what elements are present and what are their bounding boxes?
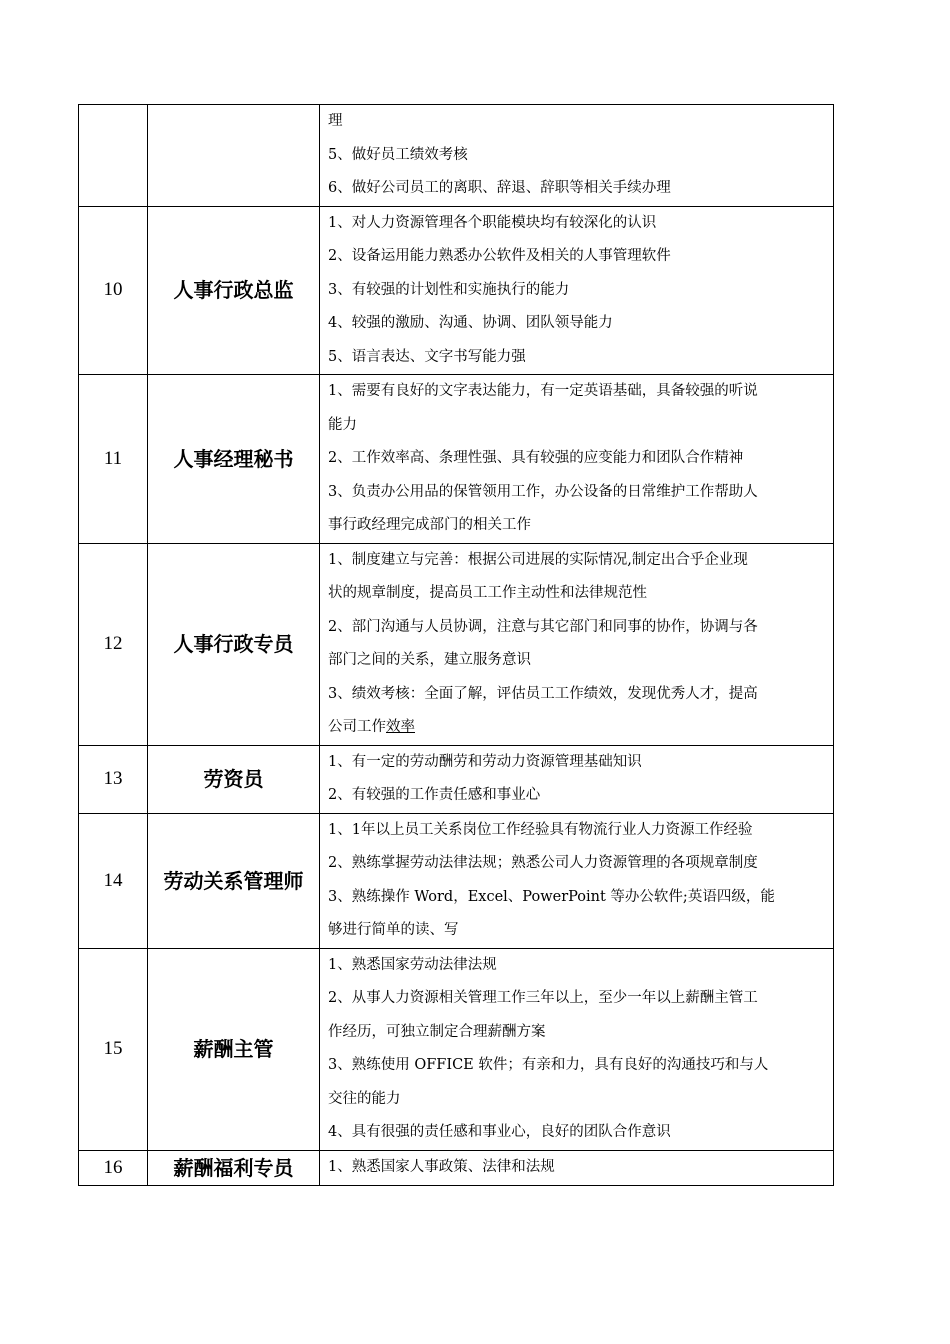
requirement-line: 1、有一定的劳动酬劳和劳动力资源管理基础知识 (328, 753, 642, 770)
requirements-cell (320, 948, 834, 1150)
job-requirements-table (78, 104, 834, 1186)
requirement-line: 作经历，可独立制定合理薪酬方案 (328, 1023, 546, 1040)
requirement-line: 3、有较强的计划性和实施执行的能力 (328, 281, 570, 298)
requirement-line: 3、熟练操作 Word，Excel、PowerPoint 等办公软件;英语四级，能 (328, 888, 775, 905)
requirement-line: 2、工作效率高、条理性强、具有较强的应变能力和团队合作精神 (328, 450, 744, 466)
requirement-line: 2、从事人力资源相关管理工作三年以上，至少一年以上薪酬主管工 (328, 990, 758, 1006)
job-title (148, 105, 320, 207)
job-title: 薪酬福利专员 (148, 1150, 320, 1185)
requirement-line (328, 711, 827, 745)
requirement-line: 1、熟悉国家劳动法律法规 (328, 956, 497, 973)
requirement-line: 2、有较强的工作责任感和事业心 (328, 787, 541, 803)
table-row (79, 1150, 834, 1185)
requirement-line: 5、语言表达、文字书写能力强 (328, 348, 526, 365)
table-row (79, 543, 834, 745)
table-row (79, 206, 834, 375)
requirement-line: 部门之间的关系，建立服务意识 (328, 652, 531, 668)
requirements-cell (320, 375, 834, 544)
job-title: 人事经理秘书 (148, 375, 320, 544)
row-number: 16 (79, 1150, 148, 1185)
table-row (79, 948, 834, 1150)
requirement-line: 4、较强的激励、沟通、协调、团队领导能力 (328, 315, 613, 331)
requirement-line: 1、对人力资源管理各个职能模块均有较深化的认识 (328, 214, 657, 231)
requirements-cell (320, 206, 834, 375)
requirement-line: 4、具有很强的责任感和事业心，良好的团队合作意识 (328, 1124, 671, 1140)
row-number: 15 (79, 948, 148, 1150)
underlined-text: 效率 (386, 719, 415, 735)
requirement-line: 3、绩效考核：全面了解，评估员工工作绩效，发现优秀人才，提高 (328, 685, 758, 702)
requirement-line: 够进行简单的读、写 (328, 922, 459, 938)
row-number: 11 (79, 375, 148, 544)
requirement-line: 状的规章制度，提高员工工作主动性和法律规范性 (328, 585, 647, 601)
job-title: 人事行政专员 (148, 543, 320, 745)
requirement-line: 2、部门沟通与人员协调，注意与其它部门和同事的协作，协调与各 (328, 618, 758, 635)
requirements-cell (320, 745, 834, 813)
job-title: 劳资员 (148, 745, 320, 813)
requirement-line: 3、熟练使用 OFFICE 软件；有亲和力，具有良好的沟通技巧和与人 (328, 1057, 769, 1073)
requirements-cell (320, 543, 834, 745)
requirements-cell (320, 105, 834, 207)
requirement-line: 3、负责办公用品的保管领用工作，办公设备的日常维护工作帮助人 (328, 483, 758, 500)
row-number (79, 105, 148, 207)
table-row (79, 105, 834, 207)
requirement-line: 6、做好公司员工的离职、辞退、辞职等相关手续办理 (328, 180, 671, 196)
requirement-line: 2、熟练掌握劳动法律法规；熟悉公司人力资源管理的各项规章制度 (328, 855, 758, 871)
requirement-line: 1、熟悉国家人事政策、法律和法规 (328, 1158, 555, 1175)
job-title: 人事行政总监 (148, 206, 320, 375)
table-row (79, 745, 834, 813)
job-title: 薪酬主管 (148, 948, 320, 1150)
requirement-line: 1、制度建立与完善：根据公司进展的实际情况,制定出合乎企业现 (328, 551, 748, 568)
requirement-line: 事行政经理完成部门的相关工作 (328, 517, 531, 533)
requirements-cell (320, 813, 834, 948)
requirements-cell (320, 1150, 834, 1185)
requirement-line: 5、做好员工绩效考核 (328, 146, 468, 163)
requirement-line: 1、需要有良好的文字表达能力，有一定英语基础，具备较强的听说 (328, 383, 758, 399)
row-number: 12 (79, 543, 148, 745)
requirement-line: 2、设备运用能力熟悉办公软件及相关的人事管理软件 (328, 248, 671, 264)
row-number: 10 (79, 206, 148, 375)
requirement-line: 1、1年以上员工关系岗位工作经验具有物流行业人力资源工作经验 (328, 821, 753, 838)
requirement-line: 理 (328, 113, 343, 129)
row-number: 14 (79, 813, 148, 948)
requirement-line: 交往的能力 (328, 1090, 401, 1107)
row-number: 13 (79, 745, 148, 813)
requirement-text: 公司工作 (328, 719, 386, 735)
job-title: 劳动关系管理师 (148, 813, 320, 948)
table-row (79, 375, 834, 544)
table-row (79, 813, 834, 948)
requirement-line: 能力 (328, 416, 357, 433)
